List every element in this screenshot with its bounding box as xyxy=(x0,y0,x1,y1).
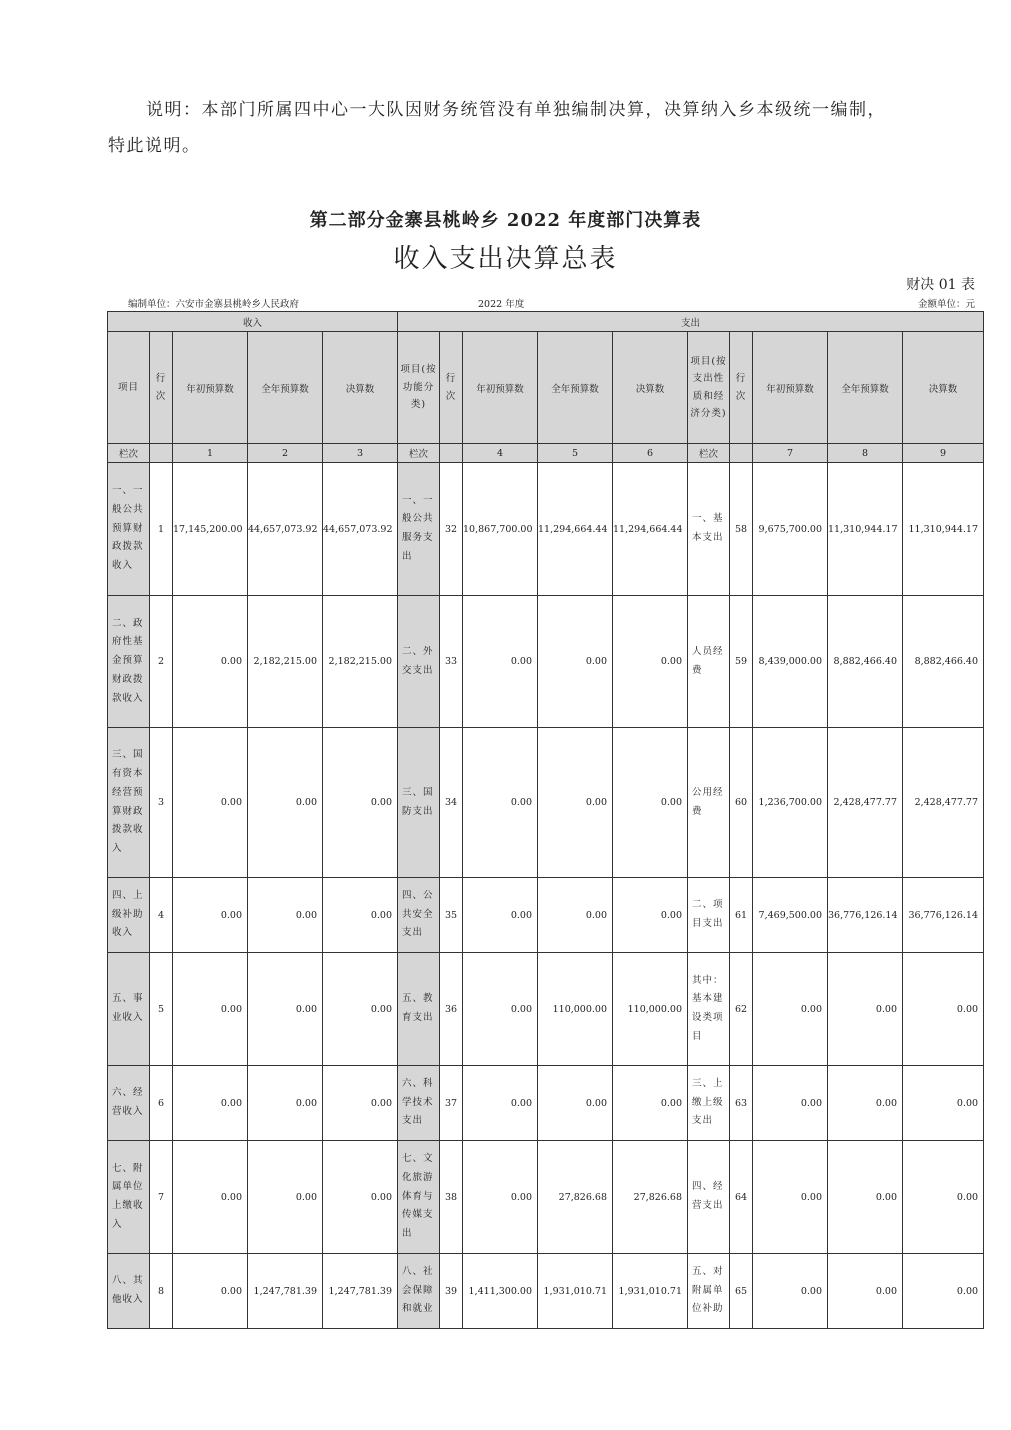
col-number: 4 xyxy=(463,444,538,463)
func-final-value: 110,000.00 xyxy=(613,953,688,1066)
col-label-func: 栏次 xyxy=(398,444,440,463)
func-initial-value: 0.00 xyxy=(463,953,538,1066)
income-final-value: 0.00 xyxy=(323,728,398,878)
income-item-header: 项目 xyxy=(108,332,150,444)
func-item-cell: 一、一般公共服务支出 xyxy=(398,463,440,596)
func-item-header: 项目(按功能分类) xyxy=(398,332,440,444)
econ-item-cell: 三、上缴上级支出 xyxy=(688,1066,730,1141)
func-final-value: 0.00 xyxy=(613,878,688,953)
econ-final-value: 2,428,477.77 xyxy=(903,728,984,878)
func-final-value: 0.00 xyxy=(613,728,688,878)
income-item-cell: 六、经营收入 xyxy=(108,1066,150,1141)
income-final-value: 0.00 xyxy=(323,1141,398,1254)
budget-table xyxy=(107,311,984,1329)
table-body xyxy=(108,463,984,1329)
econ-row-no: 62 xyxy=(730,953,753,1066)
income-initial-value: 0.00 xyxy=(173,878,248,953)
income-final-value: 0.00 xyxy=(323,1066,398,1141)
func-row-no: 39 xyxy=(440,1254,463,1329)
income-full-value: 0.00 xyxy=(248,728,323,878)
func-row-no-header: 行次 xyxy=(440,332,463,444)
econ-item-cell: 人员经费 xyxy=(688,596,730,728)
econ-initial-value: 0.00 xyxy=(753,1141,828,1254)
econ-item-cell: 一、基本支出 xyxy=(688,463,730,596)
col-blank xyxy=(440,444,463,463)
func-item-cell: 五、教育支出 xyxy=(398,953,440,1066)
col-number: 6 xyxy=(613,444,688,463)
func-initial-value: 10,867,700.00 xyxy=(463,463,538,596)
econ-full-value: 0.00 xyxy=(828,1066,903,1141)
func-initial-value: 0.00 xyxy=(463,1141,538,1254)
econ-item-cell: 其中：基本建设类项目 xyxy=(688,953,730,1066)
income-full-value: 2,182,215.00 xyxy=(248,596,323,728)
income-full-header: 全年预算数 xyxy=(248,332,323,444)
income-full-value: 44,657,073.92 xyxy=(248,463,323,596)
income-row-no: 6 xyxy=(150,1066,173,1141)
col-number: 3 xyxy=(323,444,398,463)
income-final-header: 决算数 xyxy=(323,332,398,444)
func-final-value: 0.00 xyxy=(613,1066,688,1141)
col-number: 8 xyxy=(828,444,903,463)
income-item-cell: 七、附属单位上缴收入 xyxy=(108,1141,150,1254)
econ-full-value: 0.00 xyxy=(828,953,903,1066)
table-row xyxy=(108,596,984,728)
func-full-value: 0.00 xyxy=(538,1066,613,1141)
section-header-row xyxy=(108,312,984,332)
econ-initial-value: 9,675,700.00 xyxy=(753,463,828,596)
econ-full-value: 36,776,126.14 xyxy=(828,878,903,953)
income-row-no: 5 xyxy=(150,953,173,1066)
econ-initial-value: 8,439,000.00 xyxy=(753,596,828,728)
col-number: 7 xyxy=(753,444,828,463)
econ-row-no-header: 行次 xyxy=(730,332,753,444)
col-number: 5 xyxy=(538,444,613,463)
amount-unit: 金额单位：元 xyxy=(917,299,975,310)
econ-final-value: 0.00 xyxy=(903,1254,984,1329)
income-item-cell: 一、一般公共预算财政拨款收入 xyxy=(108,463,150,596)
col-number: 1 xyxy=(173,444,248,463)
income-initial-value: 0.00 xyxy=(173,728,248,878)
econ-final-value: 11,310,944.17 xyxy=(903,463,984,596)
func-full-value: 0.00 xyxy=(538,596,613,728)
econ-initial-value: 0.00 xyxy=(753,953,828,1066)
income-full-value: 0.00 xyxy=(248,878,323,953)
income-row-no: 2 xyxy=(150,596,173,728)
func-final-value: 0.00 xyxy=(613,596,688,728)
table-row xyxy=(108,1141,984,1254)
col-blank xyxy=(150,444,173,463)
func-initial-header: 年初预算数 xyxy=(463,332,538,444)
income-final-value: 44,657,073.92 xyxy=(323,463,398,596)
econ-initial-value: 0.00 xyxy=(753,1254,828,1329)
col-number: 9 xyxy=(903,444,984,463)
income-initial-value: 0.00 xyxy=(173,596,248,728)
econ-row-no: 64 xyxy=(730,1141,753,1254)
econ-final-header: 决算数 xyxy=(903,332,984,444)
func-row-no: 37 xyxy=(440,1066,463,1141)
col-blank xyxy=(730,444,753,463)
func-full-value: 11,294,664.44 xyxy=(538,463,613,596)
func-item-cell: 二、外交支出 xyxy=(398,596,440,728)
income-item-cell: 八、其他收入 xyxy=(108,1254,150,1329)
econ-initial-value: 0.00 xyxy=(753,1066,828,1141)
econ-final-value: 0.00 xyxy=(903,1066,984,1141)
income-item-cell: 四、上级补助收入 xyxy=(108,878,150,953)
income-final-value: 2,182,215.00 xyxy=(323,596,398,728)
compiling-unit: 编制单位：六安市金寨县桃岭乡人民政府 xyxy=(128,299,300,310)
econ-full-value: 2,428,477.77 xyxy=(828,728,903,878)
econ-row-no: 58 xyxy=(730,463,753,596)
econ-initial-header: 年初预算数 xyxy=(753,332,828,444)
note-line-1: 说明：本部门所属四中心一大队因财务统管没有单独编制决算，决算纳入乡本级统一编制， xyxy=(146,100,886,120)
econ-full-value: 0.00 xyxy=(828,1141,903,1254)
econ-final-value: 36,776,126.14 xyxy=(903,878,984,953)
income-row-no-header: 行次 xyxy=(150,332,173,444)
func-row-no: 34 xyxy=(440,728,463,878)
func-row-no: 32 xyxy=(440,463,463,596)
econ-row-no: 59 xyxy=(730,596,753,728)
income-row-no: 4 xyxy=(150,878,173,953)
econ-item-cell: 公用经费 xyxy=(688,728,730,878)
fiscal-year: 2022 年度 xyxy=(478,299,525,310)
income-initial-value: 0.00 xyxy=(173,1066,248,1141)
income-final-value: 0.00 xyxy=(323,878,398,953)
income-row-no: 7 xyxy=(150,1141,173,1254)
econ-row-no: 63 xyxy=(730,1066,753,1141)
income-header: 收入 xyxy=(108,312,398,332)
func-initial-value: 0.00 xyxy=(463,728,538,878)
func-final-value: 1,931,010.71 xyxy=(613,1254,688,1329)
func-item-cell: 四、公共安全支出 xyxy=(398,878,440,953)
func-initial-value: 1,411,300.00 xyxy=(463,1254,538,1329)
income-full-value: 0.00 xyxy=(248,953,323,1066)
econ-full-value: 11,310,944.17 xyxy=(828,463,903,596)
econ-item-cell: 二、项目支出 xyxy=(688,878,730,953)
income-item-cell: 五、事业收入 xyxy=(108,953,150,1066)
func-item-cell: 六、科学技术支出 xyxy=(398,1066,440,1141)
func-full-value: 0.00 xyxy=(538,728,613,878)
econ-full-value: 8,882,466.40 xyxy=(828,596,903,728)
page-title: 收入支出决算总表 xyxy=(393,244,618,274)
econ-final-value: 8,882,466.40 xyxy=(903,596,984,728)
func-full-value: 1,931,010.71 xyxy=(538,1254,613,1329)
income-initial-value: 0.00 xyxy=(173,1141,248,1254)
table-row xyxy=(108,728,984,878)
econ-final-value: 0.00 xyxy=(903,1141,984,1254)
func-full-header: 全年预算数 xyxy=(538,332,613,444)
income-item-cell: 二、政府性基金预算财政拨款收入 xyxy=(108,596,150,728)
income-row-no: 8 xyxy=(150,1254,173,1329)
func-full-value: 0.00 xyxy=(538,878,613,953)
income-full-value: 0.00 xyxy=(248,1066,323,1141)
func-final-value: 11,294,664.44 xyxy=(613,463,688,596)
note-line-2: 特此说明。 xyxy=(108,136,201,156)
econ-full-value: 0.00 xyxy=(828,1254,903,1329)
func-initial-value: 0.00 xyxy=(463,878,538,953)
func-initial-value: 0.00 xyxy=(463,1066,538,1141)
func-row-no: 36 xyxy=(440,953,463,1066)
table-row xyxy=(108,463,984,596)
income-item-cell: 三、国有资本经营预算财政拨款收入 xyxy=(108,728,150,878)
col-label-econ: 栏次 xyxy=(688,444,730,463)
explanation-note xyxy=(108,92,948,164)
table-row xyxy=(108,953,984,1066)
income-full-value: 0.00 xyxy=(248,1141,323,1254)
col-label-income: 栏次 xyxy=(108,444,150,463)
income-row-no: 1 xyxy=(150,463,173,596)
func-row-no: 38 xyxy=(440,1141,463,1254)
econ-item-cell: 四、经营支出 xyxy=(688,1141,730,1254)
func-item-cell: 三、国防支出 xyxy=(398,728,440,878)
func-final-value: 27,826.68 xyxy=(613,1141,688,1254)
econ-item-cell: 五、对附属单位补助 xyxy=(688,1254,730,1329)
econ-initial-value: 1,236,700.00 xyxy=(753,728,828,878)
func-final-header: 决算数 xyxy=(613,332,688,444)
func-row-no: 35 xyxy=(440,878,463,953)
col-number: 2 xyxy=(248,444,323,463)
income-row-no: 3 xyxy=(150,728,173,878)
func-full-value: 27,826.68 xyxy=(538,1141,613,1254)
func-item-cell: 八、社会保障和就业 xyxy=(398,1254,440,1329)
form-number: 财决 01 表 xyxy=(906,277,975,293)
func-item-cell: 七、文化旅游体育与传媒支出 xyxy=(398,1141,440,1254)
income-initial-value: 17,145,200.00 xyxy=(173,463,248,596)
part-title: 第二部分金寨县桃岭乡 2022 年度部门决算表 xyxy=(309,210,702,231)
column-number-row xyxy=(108,444,984,463)
econ-row-no: 65 xyxy=(730,1254,753,1329)
income-initial-value: 0.00 xyxy=(173,1254,248,1329)
econ-row-no: 60 xyxy=(730,728,753,878)
table-row xyxy=(108,878,984,953)
income-final-value: 0.00 xyxy=(323,953,398,1066)
table-row xyxy=(108,1254,984,1329)
econ-row-no: 61 xyxy=(730,878,753,953)
func-row-no: 33 xyxy=(440,596,463,728)
income-final-value: 1,247,781.39 xyxy=(323,1254,398,1329)
econ-full-header: 全年预算数 xyxy=(828,332,903,444)
income-full-value: 1,247,781.39 xyxy=(248,1254,323,1329)
func-initial-value: 0.00 xyxy=(463,596,538,728)
income-initial-value: 0.00 xyxy=(173,953,248,1066)
econ-item-header: 项目(按支出性质和经济分类) xyxy=(688,332,730,444)
econ-initial-value: 7,469,500.00 xyxy=(753,878,828,953)
expense-header: 支出 xyxy=(398,312,984,332)
column-header-row xyxy=(108,332,984,444)
table-row xyxy=(108,1066,984,1141)
func-full-value: 110,000.00 xyxy=(538,953,613,1066)
income-initial-header: 年初预算数 xyxy=(173,332,248,444)
econ-final-value: 0.00 xyxy=(903,953,984,1066)
